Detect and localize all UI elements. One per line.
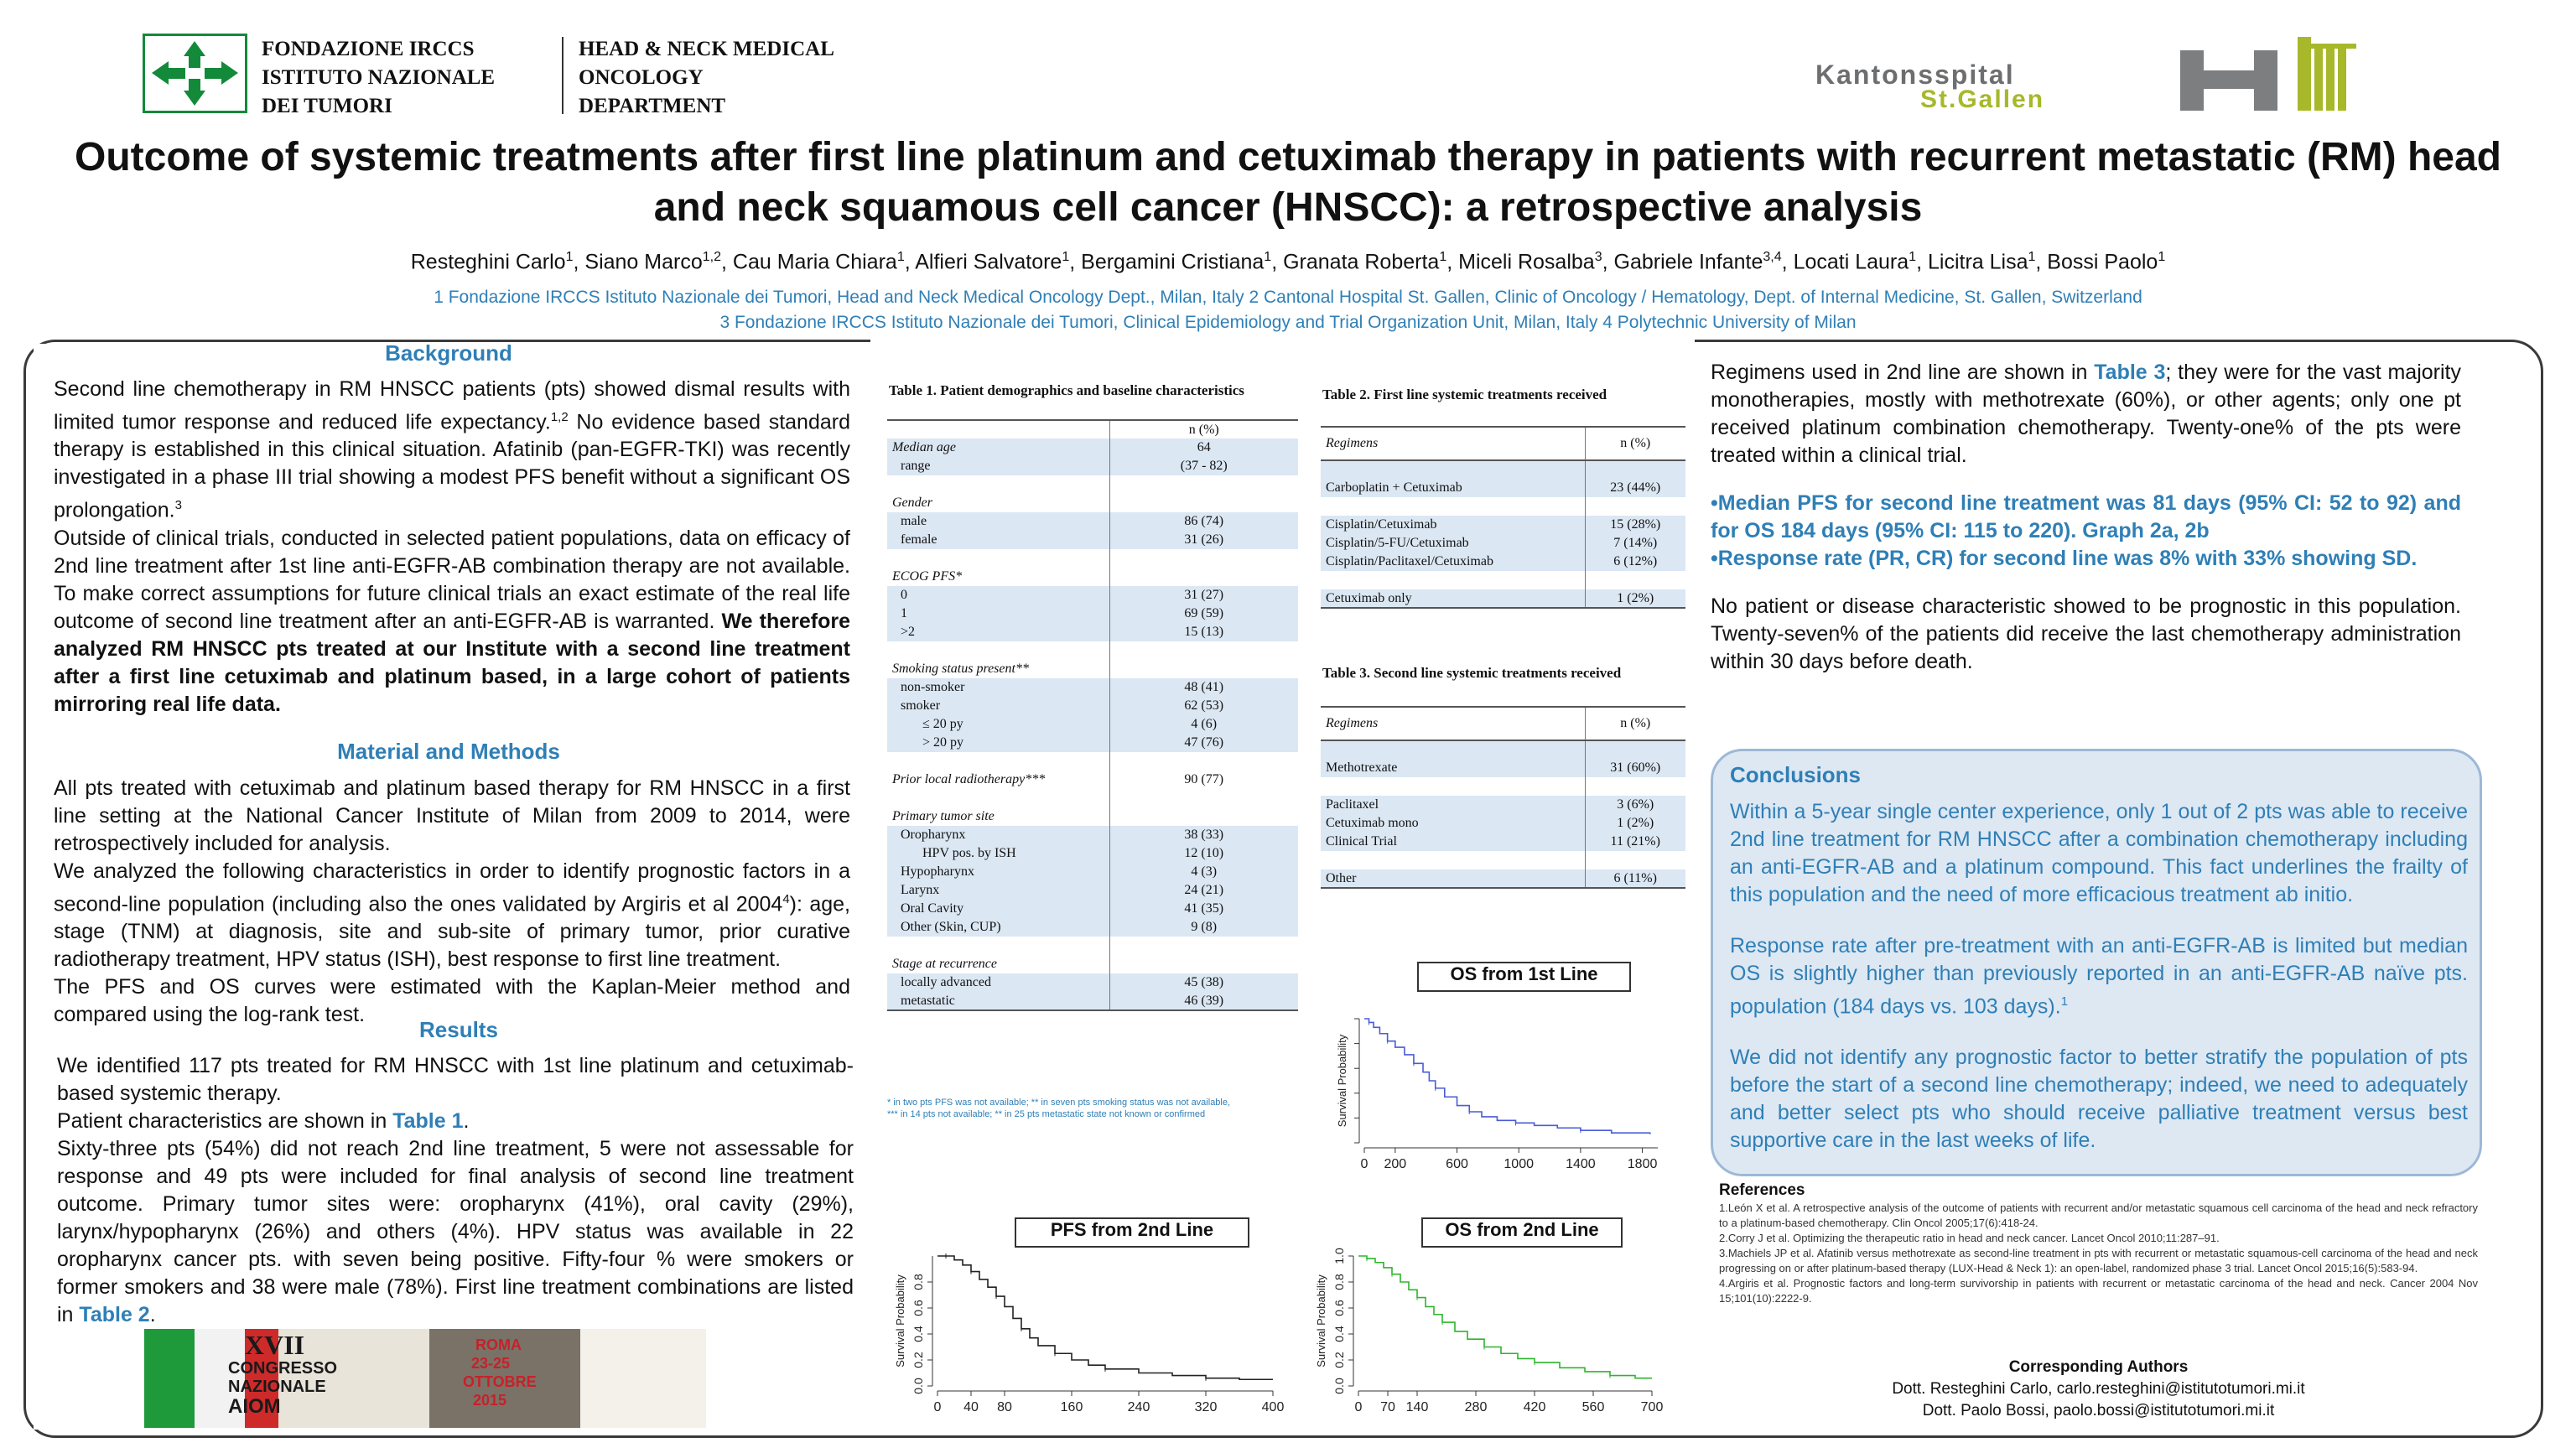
reference-item: 2.Corry J et al. Optimizing the therapeutic ratio in head and neck cancer. Lancet Oncol 2010;11:287–91.	[1719, 1232, 2220, 1244]
table2	[1321, 426, 1685, 609]
table2-cell-value	[1585, 571, 1685, 589]
table3-col-n: n (%)	[1585, 707, 1685, 740]
table1-row	[887, 715, 1298, 734]
table1-row	[887, 457, 1298, 475]
table3-cell-value: 1 (2%)	[1585, 814, 1685, 833]
x-tick-label: 200	[1384, 1157, 1407, 1170]
table2-cell-label: Cisplatin/Cetuximab	[1321, 516, 1585, 534]
table2-row	[1321, 571, 1685, 589]
conclusions-text	[1730, 798, 2468, 1155]
y-tick-label: 0.0	[911, 1378, 925, 1394]
table1-cell-value: (37 - 82)	[1109, 457, 1298, 475]
table1-cell-value	[1109, 807, 1298, 826]
table1-cell-value: 38 (33)	[1109, 826, 1298, 844]
table1-cell-label	[887, 789, 1109, 807]
author-affiliation-mark: 1	[1264, 250, 1272, 264]
methods-paragraph-2: We analyzed the following characteristics in order to identify prognostic factors in a second-line population (including also the ones validated by Argiris et al 2004$^4$): age, stage (TNM) at diagnosis, site and sub-site of primary tumor, prior curative radiotherapy treatment, HPV status (ISH), best response to first line treatment.	[54, 859, 850, 972]
table1-cell-value	[1109, 955, 1298, 973]
table1-cell-label: range	[887, 457, 1109, 475]
table1-cell-label: Smoking status present**	[892, 662, 1029, 676]
table1-row	[887, 512, 1298, 531]
conclusions-paragraph-2: Response rate after pre-treatment with an anti-EGFR-AB is limited but median OS is slightly higher than previously reported in an anti-EGFR-AB naïve pts. population (184 days vs. 103 days).$^1$	[1730, 934, 2468, 1019]
x-tick-label: 0	[1354, 1400, 1363, 1414]
table2-cell-label: Cisplatin/5-FU/Cetuximab	[1321, 534, 1585, 553]
x-tick-label: 0	[1360, 1157, 1368, 1170]
author-affiliation-mark: 1	[896, 250, 905, 264]
table1-cell-value: 4 (3)	[1109, 863, 1298, 881]
table1-cell-label: Prior local radiotherapy***	[892, 772, 1046, 786]
institute-name: FONDAZIONE IRCCS ISTITUTO NAZIONALE DEI TUMORI	[262, 38, 496, 117]
x-tick-label: 240	[1127, 1400, 1150, 1414]
table3-row	[1321, 740, 1685, 759]
x-tick-label: 1800	[1627, 1157, 1658, 1170]
table1-cell-value: 24 (21)	[1109, 881, 1298, 900]
table3-cell-label: Paclitaxel	[1321, 796, 1585, 814]
table3-row	[1321, 796, 1685, 814]
table2-cell-label: Cetuximab only	[1321, 589, 1585, 608]
table2-col-n: n (%)	[1585, 427, 1685, 460]
x-tick-label: 420	[1523, 1400, 1546, 1414]
table1-row	[887, 475, 1298, 494]
table1-row	[887, 586, 1298, 605]
corresponding-author-1: Dott. Resteghini Carlo, carlo.resteghini@istitutotumori.mi.it	[1892, 1380, 2305, 1398]
table1-cell-label: 0	[887, 586, 1109, 605]
partner-logo-text-1: Kantonsspital	[1815, 60, 2015, 90]
table1-cell-value	[1109, 789, 1298, 807]
table1-cell-label: 1	[887, 605, 1109, 623]
y-axis-label: Survival Probability	[894, 1274, 906, 1368]
table3	[1321, 706, 1685, 889]
table3-row	[1321, 814, 1685, 833]
table1-cell-value: 45 (38)	[1109, 973, 1298, 992]
table1-cell-value	[1109, 660, 1298, 678]
table3-cell-value: 31 (60%)	[1585, 759, 1685, 777]
table1-cell-label: Gender	[892, 496, 932, 510]
table1-cell-value	[1109, 568, 1298, 586]
references	[1719, 1181, 2478, 1306]
table1-row	[887, 623, 1298, 641]
table1-cell-value: 69 (59)	[1109, 605, 1298, 623]
table1-row	[887, 992, 1298, 1010]
table3-cell-label	[1321, 740, 1585, 759]
author-name: Alfieri Salvatore	[915, 250, 1062, 274]
results-paragraph-3: Sixty-three pts (54%) did not reach 2nd line treatment, 5 were not assessable for response and 49 pts were included for final analysis of second line treatment outcome. Primary tumor sites were: oropharynx (41%), oral cavity (29%), larynx/hypopharynx (26%) and others (4%). HPV status was available in 22 oropharynx cancer pts. with seven being positive. Fifty-four % were smokers or former smokers and 38 were male (78%). First line treatment combinations are listed in Table 2.	[57, 1137, 854, 1326]
table3-link[interactable]: Table 3	[2094, 361, 2166, 384]
table3-cell-label: Cetuximab mono	[1321, 814, 1585, 833]
right-paragraph-2: •Median PFS for second line treatment was 81 days (95% CI: 52 to 92) and for OS 184 days (95% CI: 115 to 220). Graph 2a, 2b	[1711, 491, 2461, 542]
table1-link[interactable]: Table 1	[392, 1109, 464, 1133]
table3-row	[1321, 759, 1685, 777]
background-heading: Background	[385, 340, 512, 366]
table1-row	[887, 900, 1298, 918]
methods-paragraph-3: The PFS and OS curves were estimated with the Kaplan-Meier method and compared using the log-rank test.	[54, 975, 850, 1027]
table2-header-row	[1321, 427, 1685, 460]
table3-row	[1321, 777, 1685, 796]
table3-row	[1321, 851, 1685, 869]
table2-cell-label: Carboplatin + Cetuximab	[1321, 479, 1585, 497]
table1-row	[887, 494, 1298, 512]
table1-cell-label: Oropharynx	[887, 826, 1109, 844]
table2-cell-label: Cisplatin/Paclitaxel/Cetuximab	[1321, 553, 1585, 571]
table3-cell-label	[1321, 777, 1585, 796]
congress-edition: XVII	[245, 1330, 305, 1360]
table2-link[interactable]: Table 2	[79, 1303, 150, 1326]
table3-cell-value: 3 (6%)	[1585, 796, 1685, 814]
congress-line-3: NAZIONALE	[228, 1378, 326, 1396]
partner-logo-text-2: St.Gallen	[1920, 86, 2045, 113]
table1-cell-label: Stage at recurrence	[892, 957, 997, 971]
table1-cell-value: 4 (6)	[1109, 715, 1298, 734]
conclusions-paragraph-1: Within a 5-year single center experience, only 1 out of 2 pts was able to receive 2nd line treatment for RM HNSCC after a combination chemotherapy including an anti-EGFR-AB and a platinum compound. This fact underlines the frailty of this population and the need of more efficacious treatment ab initio.	[1730, 800, 2468, 906]
author-affiliation-mark: 1	[2158, 250, 2166, 264]
author-list: Resteghini Carlo$^1$, Siano Marco$^{1,2}$, Cau Maria Chiara$^1$, Alfieri Salvatore$^1$, Bergamini Cristiana$^1$, Granata Roberta$^1$, Miceli Rosalba$^3$, Gabriele Infante$^{3,4}$, Locati Laura$^1$, Licitra Lisa$^1$, Bossi Paolo$^1$	[410, 250, 2166, 274]
table1-row	[887, 807, 1298, 826]
author-affiliation-mark: 1,2	[702, 250, 721, 264]
table1-cell-value: 41 (35)	[1109, 900, 1298, 918]
congress-logo	[144, 1329, 706, 1428]
author-affiliation-mark: 1	[1909, 250, 1917, 264]
table2-row	[1321, 516, 1685, 534]
table1-row	[887, 771, 1298, 789]
table1-row	[887, 734, 1298, 752]
table3-header-row	[1321, 707, 1685, 740]
congress-line-2: CONGRESSO	[228, 1359, 338, 1378]
table1-cell-value	[1109, 494, 1298, 512]
table2-row	[1321, 479, 1685, 497]
chart-os-second-line-label: OS from 2nd Line	[1421, 1217, 1623, 1248]
table1-row	[887, 955, 1298, 973]
y-tick-label: 0.2	[1332, 1352, 1346, 1368]
author-name: Locati Laura	[1793, 250, 1909, 274]
author-name: Resteghini Carlo	[410, 250, 566, 274]
author-name: Licitra Lisa	[1927, 250, 2028, 274]
y-tick-label: 0.6	[911, 1300, 925, 1316]
table1-footnote: * in two pts PFS was not available; ** in seven pts smoking status was not available, *** in 14 pts not available; ** in 25 pts metastatic state not known or confirmed	[887, 1098, 1231, 1119]
y-tick-label: 0.8	[911, 1274, 925, 1290]
table1-row	[887, 568, 1298, 586]
table1-cell-value: 47 (76)	[1109, 734, 1298, 752]
y-axis-label: Survival Probability	[1315, 1274, 1327, 1368]
reference-item: 1.León X et al. A retrospective analysis of the outcome of patients with recurrent and/or metastatic squamous cell carcinoma of the head and neck refractory to a platinum-based chemotherapy. Clin Oncol 2005;17(6):418-24.	[1719, 1201, 2478, 1229]
author-affiliation-mark: 3	[1594, 250, 1602, 264]
institute-cross-icon	[145, 36, 245, 111]
table1-cell-value: 62 (53)	[1109, 697, 1298, 715]
table1-row	[887, 752, 1298, 771]
table1-cell-label: Median age	[887, 439, 1109, 457]
affiliations: 1 Fondazione IRCCS Istituto Nazionale dei Tumori, Head and Neck Medical Oncology Dept., Milan, Italy 2 Cantonal Hospital St. Gallen, Clinic of Oncology / Hematology, Dept. of Internal Medicine, St. Gallen, Switzerland 3 Fondazione IRCCS Istituto Nazionale dei Tumori, Clinical Epidemiology and Trial Organization Unit, Milan, Italy 4 Polytechnic University of Milan	[434, 288, 2142, 332]
table1-cell-label: locally advanced	[887, 973, 1109, 992]
congress-year: 2015	[473, 1392, 507, 1409]
x-tick-label: 1000	[1504, 1157, 1535, 1170]
table3-cell-label: Methotrexate	[1321, 759, 1585, 777]
chart-os-first-line	[1321, 994, 1673, 1170]
table3-cell-value: 6 (11%)	[1585, 869, 1685, 888]
table1-row	[887, 531, 1298, 549]
results-paragraph-2: Patient characteristics are shown in Table 1.	[57, 1109, 470, 1133]
corresponding-heading: Corresponding Authors	[2008, 1358, 2189, 1376]
table1-cell-value	[1109, 641, 1298, 660]
background-paragraph-1: Second line chemotherapy in RM HNSCC patients (pts) showed dismal results with limited tumor response and reduced life expectancy.$^{1,2}$ No evidence based standard therapy is established in this clinical situation. Afatinib (pan-EGFR-TKI) was recently investigated in a phase III trial showing a modest PFS benefit without a significant OS prolongation.$^3$	[54, 377, 850, 522]
x-tick-label: 320	[1194, 1400, 1218, 1414]
y-tick-label: 0.4	[911, 1326, 925, 1342]
table1-cell-value: 86 (74)	[1109, 512, 1298, 531]
methods-paragraph-1: All pts treated with cetuximab and platinum based therapy for RM HNSCC in a first line setting at the National Cancer Institute of Milan from 2009 to 2014, were retrospectively included for analysis.	[54, 776, 850, 855]
table3-cell-value	[1585, 740, 1685, 759]
table1-row	[887, 641, 1298, 660]
right-text	[1711, 359, 2461, 676]
references-heading: References	[1719, 1181, 1805, 1199]
header-divider	[562, 37, 564, 114]
table1-cell-value: 64	[1109, 439, 1298, 457]
table2-cell-value: 6 (12%)	[1585, 553, 1685, 571]
table1-cell-value	[1109, 549, 1298, 568]
table2-cell-value: 23 (44%)	[1585, 479, 1685, 497]
table1-title: Table 1. Patient demographics and baseline characteristics	[889, 382, 1244, 398]
table2-title: Table 2. First line systemic treatments received	[1322, 387, 1607, 402]
table1-row	[887, 863, 1298, 881]
table2-cell-label	[1321, 460, 1585, 479]
table1-row	[887, 937, 1298, 955]
x-tick-label: 160	[1060, 1400, 1083, 1414]
table1-cell-label: Oral Cavity	[887, 900, 1109, 918]
table1-cell-label	[887, 937, 1109, 955]
chart-pfs-second-line-label: PFS from 2nd Line	[1015, 1217, 1249, 1248]
table1-cell-label: >2	[887, 623, 1109, 641]
chart-os-first-line-label: OS from 1st Line	[1417, 962, 1631, 992]
table1-cell-value: 9 (8)	[1109, 918, 1298, 937]
table1-cell-label: Hypopharynx	[887, 863, 1109, 881]
table1-cell-label: ≤ 20 py	[887, 715, 1109, 734]
table1-cell-value: 90 (77)	[1109, 771, 1298, 789]
table3-row	[1321, 869, 1685, 888]
x-tick-label: 40	[963, 1400, 979, 1414]
table1-row	[887, 789, 1298, 807]
conclusions-paragraph-3: We did not identify any prognostic factor to better stratify the population of pts before the start of a second line chemotherapy; indeed, we need to adequately and better select pts who should receive palliative treatment versus best supportive care in the last weeks of life.	[1730, 1046, 2468, 1153]
results-paragraph-1: We identified 117 pts treated for RM HNSCC with 1st line platinum and cetuximab-based systemic therapy.	[57, 1054, 854, 1105]
survival-curve	[937, 1256, 1273, 1379]
y-tick-label: 0.0	[1332, 1378, 1346, 1394]
x-tick-label: 140	[1405, 1400, 1429, 1414]
x-tick-label: 70	[1380, 1400, 1395, 1414]
table2-cell-value	[1585, 460, 1685, 479]
table1-cell-label: > 20 py	[887, 734, 1109, 752]
table1-cell-label: female	[887, 531, 1109, 549]
table1-row	[887, 881, 1298, 900]
author-affiliation-mark: 1	[1439, 250, 1447, 264]
table1-row	[887, 439, 1298, 457]
conclusions-box	[1711, 749, 2482, 1176]
x-tick-label: 700	[1640, 1400, 1664, 1414]
table1-row	[887, 918, 1298, 937]
right-paragraph-3: •Response rate (PR, CR) for second line was 8% with 33% showing SD.	[1711, 547, 2418, 570]
table2-cell-value: 15 (28%)	[1585, 516, 1685, 534]
author-name: Bossi Paolo	[2047, 250, 2158, 274]
references-list	[1719, 1201, 2478, 1306]
right-paragraph-1: Regimens used in 2nd line are shown in Table 3; they were for the vast majority monotherapies, mostly with methotrexate (60%), or other agents; only one pt received platinum combination chemotherapy. Twenty-one% of the pts were treated within a clinical trial.	[1711, 361, 2461, 467]
table1-header-row	[887, 420, 1298, 439]
y-axis-label: Survival Probability	[1336, 1034, 1348, 1128]
author-affiliation-mark: 1	[565, 250, 574, 264]
conclusions-heading: Conclusions	[1730, 762, 1862, 787]
results-text	[57, 1052, 854, 1329]
table1-cell-label: ECOG PFS*	[892, 569, 963, 584]
table1-row	[887, 678, 1298, 697]
table3-cell-label: Other	[1321, 869, 1585, 888]
department-name: HEAD & NECK MEDICAL ONCOLOGY DEPARTMENT	[579, 38, 834, 117]
results-heading: Results	[419, 1017, 498, 1042]
methods-heading: Material and Methods	[337, 739, 560, 764]
table1-cell-value	[1109, 937, 1298, 955]
table1-row	[887, 826, 1298, 844]
table1-cell-label: Larynx	[887, 881, 1109, 900]
table1-row	[887, 549, 1298, 568]
congress-line-4: AIOM	[228, 1395, 281, 1418]
author-name: Granata Roberta	[1283, 250, 1440, 274]
table3-cell-value: 11 (21%)	[1585, 833, 1685, 851]
corresponding-author-2: Dott. Paolo Bossi, paolo.bossi@istitutotumori.mi.it	[1922, 1402, 2275, 1419]
table2-cell-value: 7 (14%)	[1585, 534, 1685, 553]
author-affiliation-mark: 1	[2028, 250, 2036, 264]
x-tick-label: 80	[997, 1400, 1012, 1414]
table1-cell-label: smoker	[887, 697, 1109, 715]
survival-curve	[1364, 1019, 1650, 1134]
table3-cell-value	[1585, 777, 1685, 796]
x-tick-label: 600	[1446, 1157, 1468, 1170]
table1-cell-label	[887, 752, 1109, 771]
corresponding-authors	[1719, 1357, 2478, 1422]
table1-col-header: n (%)	[1109, 420, 1298, 439]
table1-cell-label: Primary tumor site	[892, 809, 995, 823]
background-paragraph-2: Outside of clinical trials, conducted in selected patient populations, data on efficacy of 2nd line treatment after 1st line anti-EGFR-AB combination therapy are not available. To make correct assumptions for future clinical trials an exact estimate of the real life outcome of second line treatment after an anti-EGFR-AB is warranted. We therefore analyzed RM HNSCC pts treated at our Institute with a second line treatment after a first line cetuximab and platinum based, in a large cohort of patients mirroring real life data.	[54, 526, 850, 716]
y-tick-label: 0.2	[911, 1352, 925, 1368]
table1-row	[887, 660, 1298, 678]
table1-cell-value: 15 (13)	[1109, 623, 1298, 641]
x-tick-label: 0	[933, 1400, 942, 1414]
hospital-emblem-icon	[2180, 32, 2369, 116]
table2-cell-value: 1 (2%)	[1585, 589, 1685, 608]
author-affiliation-mark: 1	[1062, 250, 1070, 264]
chart-os-second-line	[1308, 1248, 1694, 1415]
y-tick-label: 0.4	[1332, 1326, 1346, 1342]
table1-cell-value	[1109, 475, 1298, 494]
table1-cell-label: non-smoker	[887, 678, 1109, 697]
author-affiliation-mark: 3,4	[1763, 250, 1782, 264]
methods-text	[54, 775, 850, 1029]
survival-curve	[1358, 1256, 1652, 1378]
poster-title: Outcome of systemic treatments after first line platinum and cetuximab therapy in patients with recurrent metastatic (RM) head and neck squamous cell cancer (HNSCC): a retrospective analysis	[75, 135, 2501, 230]
table3-col-regimens: Regimens	[1321, 707, 1585, 740]
table2-row	[1321, 534, 1685, 553]
table1-row	[887, 844, 1298, 863]
table1-cell-label	[887, 475, 1109, 494]
table1-cell-value: 48 (41)	[1109, 678, 1298, 697]
table1-cell-label	[887, 549, 1109, 568]
reference-item: 3.Machiels JP et al. Afatinib versus methotrexate as second-line treatment in pts with recurrent or metastatic squamous-cell carcinoma of the head and neck progressing on or after platinum-based therapy (LUX-Head & Neck 1): an open-label, randomized phase 3 trial. Lancet Oncol 2015;16(5):583-94.	[1719, 1247, 2478, 1274]
table1-row	[887, 605, 1298, 623]
right-paragraph-4: No patient or disease characteristic showed to be prognostic in this population. Twenty-seven% of the patients did receive the last chemotherapy administration within 30 days before death.	[1711, 594, 2461, 673]
x-tick-label: 400	[1261, 1400, 1285, 1414]
author-name: Gabriele Infante	[1613, 250, 1763, 274]
y-tick-label: 0.6	[1332, 1300, 1346, 1316]
author-name: Bergamini Cristiana	[1081, 250, 1265, 274]
table3-cell-value	[1585, 851, 1685, 869]
author-name: Miceli Rosalba	[1458, 250, 1595, 274]
table1-cell-label: Other (Skin, CUP)	[887, 918, 1109, 937]
y-tick-label: 0.8	[1332, 1274, 1346, 1290]
table2-row	[1321, 589, 1685, 608]
table2-cell-label	[1321, 571, 1585, 589]
x-tick-label: 1400	[1566, 1157, 1596, 1170]
congress-city: ROMA	[475, 1336, 522, 1353]
table3-cell-label: Clinical Trial	[1321, 833, 1585, 851]
table1-row	[887, 973, 1298, 992]
table1-cell-value	[1109, 752, 1298, 771]
table1-cell-value: 12 (10)	[1109, 844, 1298, 863]
author-name: Siano Marco	[584, 250, 703, 274]
table1-cell-value: 31 (26)	[1109, 531, 1298, 549]
table2-row	[1321, 460, 1685, 479]
table3-cell-label	[1321, 851, 1585, 869]
congress-month: OTTOBRE	[463, 1373, 537, 1390]
table2-row	[1321, 497, 1685, 516]
table1-cell-label: male	[887, 512, 1109, 531]
y-tick-label: 1.0	[1332, 1248, 1346, 1264]
table1-cell-value: 31 (27)	[1109, 586, 1298, 605]
table1-cell-label: HPV pos. by ISH	[887, 844, 1109, 863]
table1-cell-value: 46 (39)	[1109, 992, 1298, 1010]
table2-row	[1321, 553, 1685, 571]
background-text	[54, 376, 850, 719]
table2-col-regimens: Regimens	[1321, 427, 1585, 460]
table1-cell-label	[887, 641, 1109, 660]
table3-title: Table 3. Second line systemic treatments received	[1322, 665, 1622, 681]
congress-dates: 23-25	[471, 1355, 511, 1372]
table1	[887, 419, 1298, 1011]
table1-cell-label: metastatic	[887, 992, 1109, 1010]
x-tick-label: 560	[1581, 1400, 1605, 1414]
x-tick-label: 280	[1464, 1400, 1488, 1414]
author-name: Cau Maria Chiara	[732, 250, 897, 274]
table2-cell-value	[1585, 497, 1685, 516]
institute-logo	[143, 34, 247, 113]
table1-row	[887, 697, 1298, 715]
chart-pfs-second-line	[889, 1248, 1317, 1415]
reference-item: 4.Argiris et al. Prognostic factors and long-term survivorship in patients with recurrent or metastatic carcinoma of the head and neck. Cancer 2004 Nov 15;101(10):2222-9.	[1719, 1277, 2478, 1305]
table3-row	[1321, 833, 1685, 851]
table2-cell-label	[1321, 497, 1585, 516]
